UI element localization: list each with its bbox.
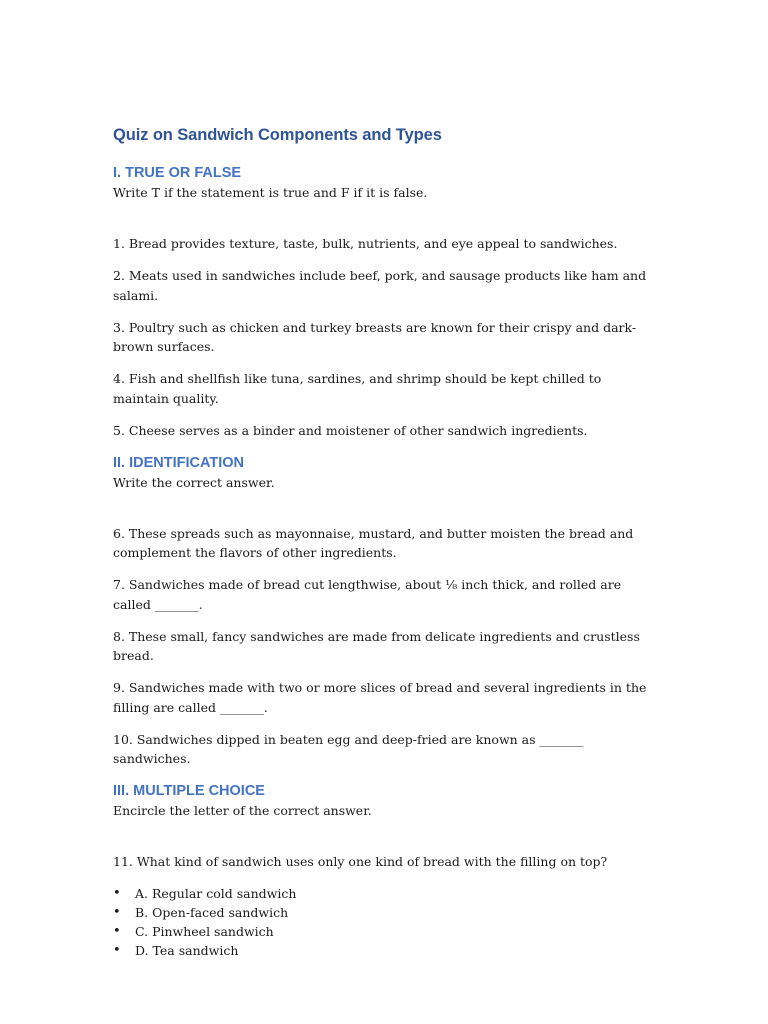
section-heading: I. TRUE OR FALSE (113, 165, 242, 181)
choice-label: A. Regular cold sandwich (135, 886, 297, 901)
question-4: 4. Fish and shellfish like tuna, sardines, and shrimp should be kept chilled to maintain quality. (113, 371, 602, 406)
question-10: 10. Sandwiches dipped in beaten egg and deep-fried are known as _______ sandwiches. (113, 731, 584, 766)
section-heading: III. MULTIPLE CHOICE (113, 783, 265, 799)
section-instruction: Write the correct answer. (113, 474, 275, 490)
choice-item (113, 903, 653, 922)
question-2: 2. Meats used in sandwiches include beef, pork, and sausage products like ham and salami. (113, 268, 647, 303)
choice-label: D. Tea sandwich (135, 943, 239, 958)
section-multiple-choice (113, 781, 653, 960)
bullet-icon: • (113, 943, 121, 958)
choice-item (113, 941, 653, 960)
choice-label: C. Pinwheel sandwich (135, 924, 274, 939)
question-9: 9. Sandwiches made with two or more slices of bread and several ingredients in the filling are called _______. (113, 680, 647, 715)
question-5: 5. Cheese serves as a binder and moistener of other sandwich ingredients. (113, 422, 588, 438)
page-title: Quiz on Sandwich Components and Types (113, 126, 442, 144)
choice-list (113, 884, 653, 960)
question-8: 8. These small, fancy sandwiches are made from delicate ingredients and crustless bread. (113, 628, 640, 663)
section-instruction: Write T if the statement is true and F if it is false. (113, 185, 428, 200)
question-3: 3. Poultry such as chicken and turkey breasts are known for their crispy and dark-brown surfaces. (113, 319, 637, 354)
question-6: 6. These spreads such as mayonnaise, mustard, and butter moisten the bread and complement the flavors of other ingredients. (113, 525, 634, 560)
bullet-icon: • (113, 924, 121, 939)
choice-item (113, 884, 653, 903)
question-7: 7. Sandwiches made of bread cut lengthwise, about ⅛ inch thick, and rolled are called _______. (113, 577, 622, 612)
quiz-document (113, 122, 653, 960)
section-identification (113, 453, 653, 769)
question-1: 1. Bread provides texture, taste, bulk, nutrients, and eye appeal to sandwiches. (113, 236, 618, 251)
choice-item (113, 922, 653, 941)
choice-label: B. Open-faced sandwich (135, 905, 289, 920)
bullet-icon: • (113, 905, 121, 920)
section-instruction: Encircle the letter of the correct answer. (113, 803, 372, 818)
question-11: 11. What kind of sandwich uses only one kind of bread with the filling on top? (113, 854, 608, 869)
bullet-icon: • (113, 886, 121, 901)
section-true-or-false (113, 163, 653, 440)
section-heading: II. IDENTIFICATION (113, 454, 245, 471)
